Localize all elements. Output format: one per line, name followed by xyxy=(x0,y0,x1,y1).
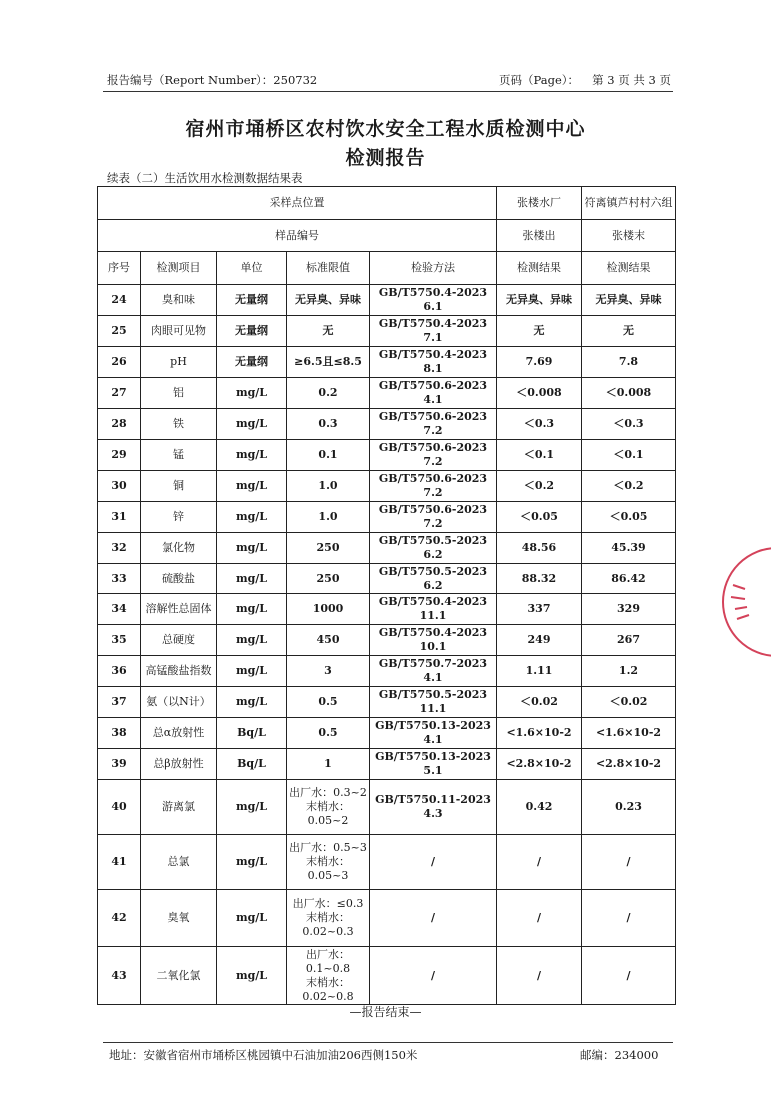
site-1: 张楼水厂 xyxy=(497,187,582,220)
sample-2: 张楼末 xyxy=(582,220,676,252)
test-method: GB/T5750.6-2023 7.2 xyxy=(370,471,497,502)
standard-limit xyxy=(287,835,370,890)
table-row xyxy=(98,594,676,625)
test-item: 氯化物 xyxy=(141,533,217,564)
standard-limit: 0.5 xyxy=(287,718,370,749)
row-number: 35 xyxy=(98,625,141,656)
result-2: 45.39 xyxy=(582,533,676,564)
table-row xyxy=(98,440,676,471)
test-item: 铜 xyxy=(141,471,217,502)
test-method: GB/T5750.5-2023 6.2 xyxy=(370,533,497,564)
row-number: 29 xyxy=(98,440,141,471)
standard-limit: 250 xyxy=(287,533,370,564)
test-item: 臭氧 xyxy=(141,890,217,947)
result-2: 86.42 xyxy=(582,564,676,594)
unit: mg/L xyxy=(217,890,287,947)
result-2: ＜0.05 xyxy=(582,502,676,533)
result-1: ＜0.3 xyxy=(497,409,582,440)
result-2: / xyxy=(582,947,676,1005)
standard-limit: 1 xyxy=(287,749,370,780)
limit-line: 末梢水： xyxy=(306,975,350,989)
test-item: 溶解性总固体 xyxy=(141,594,217,625)
table-row xyxy=(98,890,676,947)
unit: mg/L xyxy=(217,780,287,835)
limit-line: 末梢水： xyxy=(306,911,350,924)
table-row xyxy=(98,471,676,502)
unit: Bq/L xyxy=(217,749,287,780)
unit: mg/L xyxy=(217,533,287,564)
footer-divider xyxy=(103,1042,673,1043)
result-1: 无异臭、异味 xyxy=(497,285,582,316)
test-item: 铝 xyxy=(141,378,217,409)
col-header-unit: 单位 xyxy=(217,252,287,285)
unit: mg/L xyxy=(217,947,287,1005)
test-method: GB/T5750.6-2023 7.2 xyxy=(370,409,497,440)
table-row xyxy=(98,687,676,718)
unit: mg/L xyxy=(217,835,287,890)
result-1: / xyxy=(497,947,582,1005)
sample-number-label: 样品编号 xyxy=(98,220,497,252)
unit: mg/L xyxy=(217,378,287,409)
result-2: 无异臭、异味 xyxy=(582,285,676,316)
unit: mg/L xyxy=(217,687,287,718)
test-item: 氨（以N计） xyxy=(141,687,217,718)
sample-number-row xyxy=(98,220,676,252)
row-number: 25 xyxy=(98,316,141,347)
limit-line: 0.02~0.3 xyxy=(302,925,354,938)
table-row xyxy=(98,780,676,835)
unit: mg/L xyxy=(217,564,287,594)
row-number: 38 xyxy=(98,718,141,749)
site-2: 符离镇芦村村六组 xyxy=(582,187,676,220)
test-item: 高锰酸盐指数 xyxy=(141,656,217,687)
result-2: ＜0.02 xyxy=(582,687,676,718)
standard-limit xyxy=(287,780,370,835)
limit-line: 出厂水：0.1~0.8 xyxy=(305,947,351,975)
test-method: GB/T5750.13-2023 5.1 xyxy=(370,749,497,780)
page-label: 页码（Page）： xyxy=(499,73,579,87)
limit-line: 出厂水：0.3~2 xyxy=(289,786,367,799)
table-row xyxy=(98,316,676,347)
table-row xyxy=(98,502,676,533)
limit-line: 0.02~0.8 xyxy=(302,989,354,1003)
result-1: 1.11 xyxy=(497,656,582,687)
limit-line: 出厂水：0.5~3 xyxy=(289,841,367,854)
test-item: 总硬度 xyxy=(141,625,217,656)
table-row xyxy=(98,533,676,564)
result-2: / xyxy=(582,835,676,890)
test-method: GB/T5750.7-2023 4.1 xyxy=(370,656,497,687)
standard-limit: 3 xyxy=(287,656,370,687)
table-row xyxy=(98,564,676,594)
result-2: <1.6×10-2 xyxy=(582,718,676,749)
test-item: 锰 xyxy=(141,440,217,471)
col-header-method: 检验方法 xyxy=(370,252,497,285)
result-2: ＜0.2 xyxy=(582,471,676,502)
row-number: 43 xyxy=(98,947,141,1005)
result-1: 88.32 xyxy=(497,564,582,594)
table-row xyxy=(98,947,676,1005)
header-divider xyxy=(103,91,673,92)
sample-1: 张楼出 xyxy=(497,220,582,252)
limit-line: 末梢水：0.05~3 xyxy=(306,855,350,882)
standard-limit: 1000 xyxy=(287,594,370,625)
row-number: 34 xyxy=(98,594,141,625)
standard-limit: 1.0 xyxy=(287,502,370,533)
row-number: 30 xyxy=(98,471,141,502)
test-method: GB/T5750.6-2023 7.2 xyxy=(370,440,497,471)
unit: 无量纲 xyxy=(217,347,287,378)
unit: mg/L xyxy=(217,409,287,440)
result-1: / xyxy=(497,890,582,947)
report-end: —报告结束— xyxy=(349,1005,422,1019)
standard-limit: 无 xyxy=(287,316,370,347)
test-item: 总氯 xyxy=(141,835,217,890)
result-1: 337 xyxy=(497,594,582,625)
row-number: 33 xyxy=(98,564,141,594)
col-header-result-2: 检测结果 xyxy=(582,252,676,285)
result-1: ＜0.05 xyxy=(497,502,582,533)
page-header xyxy=(107,72,671,90)
table-row xyxy=(98,749,676,780)
seal-stamp xyxy=(715,545,771,660)
result-1: ＜0.008 xyxy=(497,378,582,409)
standard-limit: 0.3 xyxy=(287,409,370,440)
standard-limit xyxy=(287,890,370,947)
result-1: 7.69 xyxy=(497,347,582,378)
test-item: 总β放射性 xyxy=(141,749,217,780)
standard-limit: ≥6.5且≤8.5 xyxy=(287,347,370,378)
limit-line: 出厂水：≤0.3 xyxy=(292,897,364,910)
standard-limit: 0.2 xyxy=(287,378,370,409)
test-item: 硫酸盐 xyxy=(141,564,217,594)
table-row xyxy=(98,625,676,656)
test-item: pH xyxy=(141,347,217,378)
results-table xyxy=(97,186,676,1005)
standard-limit: 1.0 xyxy=(287,471,370,502)
test-item: 二氧化氯 xyxy=(141,947,217,1005)
test-method: GB/T5750.4-2023 8.1 xyxy=(370,347,497,378)
standard-limit: 0.5 xyxy=(287,687,370,718)
result-1: ＜0.2 xyxy=(497,471,582,502)
limit-line: 末梢水：0.05~2 xyxy=(306,800,350,827)
test-item: 总α放射性 xyxy=(141,718,217,749)
result-1: / xyxy=(497,835,582,890)
result-1: 无 xyxy=(497,316,582,347)
col-header-item: 检测项目 xyxy=(141,252,217,285)
sampling-location-row xyxy=(98,187,676,220)
test-item: 臭和味 xyxy=(141,285,217,316)
table-row xyxy=(98,835,676,890)
test-method: GB/T5750.4-2023 7.1 xyxy=(370,316,497,347)
test-method: / xyxy=(370,947,497,1005)
test-method: GB/T5750.4-2023 6.1 xyxy=(370,285,497,316)
page-count: 第 3 页 共 3 页 xyxy=(592,73,671,87)
result-1: 249 xyxy=(497,625,582,656)
standard-limit: 无异臭、异味 xyxy=(287,285,370,316)
result-2: ＜0.008 xyxy=(582,378,676,409)
test-item: 铁 xyxy=(141,409,217,440)
standard-limit: 0.1 xyxy=(287,440,370,471)
test-method: GB/T5750.6-2023 4.1 xyxy=(370,378,497,409)
row-number: 40 xyxy=(98,780,141,835)
table-row xyxy=(98,347,676,378)
col-header-result-1: 检测结果 xyxy=(497,252,582,285)
unit: mg/L xyxy=(217,471,287,502)
result-2: 无 xyxy=(582,316,676,347)
result-2: ＜0.1 xyxy=(582,440,676,471)
result-2: 7.8 xyxy=(582,347,676,378)
row-number: 28 xyxy=(98,409,141,440)
result-2: 267 xyxy=(582,625,676,656)
row-number: 41 xyxy=(98,835,141,890)
result-2: 0.23 xyxy=(582,780,676,835)
result-2: 329 xyxy=(582,594,676,625)
row-number: 36 xyxy=(98,656,141,687)
test-method: GB/T5750.5-2023 11.1 xyxy=(370,687,497,718)
test-method: / xyxy=(370,890,497,947)
table-caption: 续表（二）生活饮用水检测数据结果表 xyxy=(107,171,303,185)
unit: 无量纲 xyxy=(217,285,287,316)
standard-limit: 450 xyxy=(287,625,370,656)
unit: mg/L xyxy=(217,656,287,687)
test-method: GB/T5750.6-2023 7.2 xyxy=(370,502,497,533)
row-number: 26 xyxy=(98,347,141,378)
result-2: 1.2 xyxy=(582,656,676,687)
test-method: GB/T5750.13-2023 4.1 xyxy=(370,718,497,749)
result-2: <2.8×10-2 xyxy=(582,749,676,780)
test-item: 游离氯 xyxy=(141,780,217,835)
test-method: GB/T5750.5-2023 6.2 xyxy=(370,564,497,594)
row-number: 27 xyxy=(98,378,141,409)
table-row xyxy=(98,409,676,440)
row-number: 39 xyxy=(98,749,141,780)
address: 地址：安徽省宿州市埇桥区桃园镇中石油加油206西侧150米 xyxy=(109,1048,418,1062)
unit: Bq/L xyxy=(217,718,287,749)
standard-limit: 250 xyxy=(287,564,370,594)
result-2: / xyxy=(582,890,676,947)
row-number: 42 xyxy=(98,890,141,947)
result-1: <1.6×10-2 xyxy=(497,718,582,749)
row-number: 24 xyxy=(98,285,141,316)
test-item: 锌 xyxy=(141,502,217,533)
column-header-row xyxy=(98,252,676,285)
standard-limit xyxy=(287,947,370,1005)
row-number: 37 xyxy=(98,687,141,718)
table-row xyxy=(98,656,676,687)
row-number: 32 xyxy=(98,533,141,564)
result-1: ＜0.02 xyxy=(497,687,582,718)
table-row xyxy=(98,718,676,749)
unit: 无量纲 xyxy=(217,316,287,347)
result-1: 0.42 xyxy=(497,780,582,835)
test-method: GB/T5750.11-2023 4.3 xyxy=(370,780,497,835)
table-row xyxy=(98,285,676,316)
result-1: 48.56 xyxy=(497,533,582,564)
table-row xyxy=(98,378,676,409)
col-header-limit: 标准限值 xyxy=(287,252,370,285)
test-method: GB/T5750.4-2023 11.1 xyxy=(370,594,497,625)
report-number: 报告编号（Report Number）：250732 xyxy=(107,73,318,87)
row-number: 31 xyxy=(98,502,141,533)
test-method: / xyxy=(370,835,497,890)
unit: mg/L xyxy=(217,594,287,625)
test-item: 肉眼可见物 xyxy=(141,316,217,347)
document-subtitle: 检测报告 xyxy=(345,147,426,169)
result-1: <2.8×10-2 xyxy=(497,749,582,780)
result-2: ＜0.3 xyxy=(582,409,676,440)
result-1: ＜0.1 xyxy=(497,440,582,471)
postcode: 邮编：234000 xyxy=(580,1048,659,1062)
unit: mg/L xyxy=(217,625,287,656)
test-method: GB/T5750.4-2023 10.1 xyxy=(370,625,497,656)
sampling-location-label: 采样点位置 xyxy=(98,187,497,220)
unit: mg/L xyxy=(217,502,287,533)
document-title: 宿州市埇桥区农村饮水安全工程水质检测中心 xyxy=(185,118,586,140)
col-header-no: 序号 xyxy=(98,252,141,285)
unit: mg/L xyxy=(217,440,287,471)
